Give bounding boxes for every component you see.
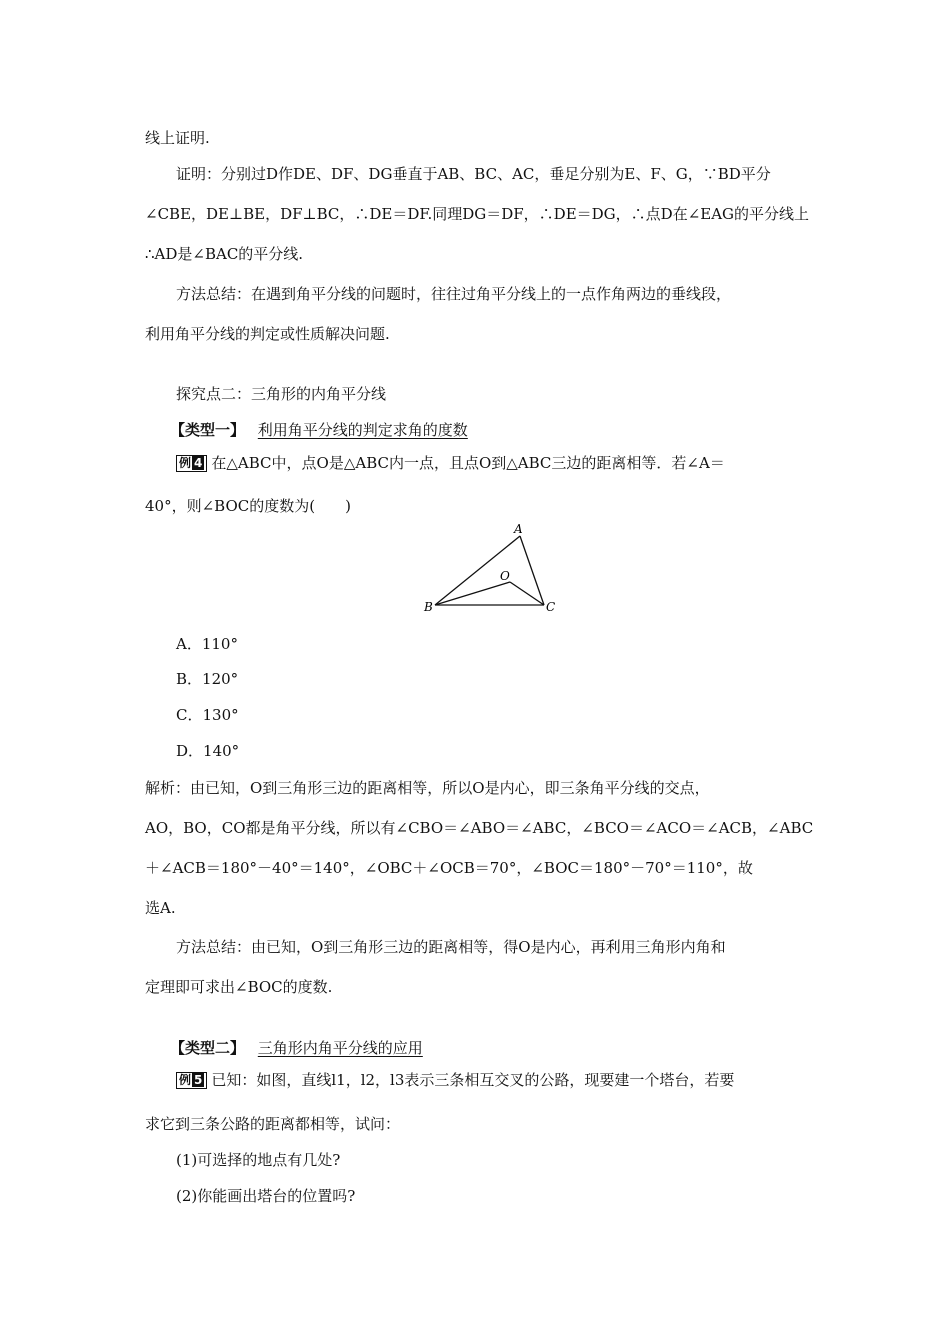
triangle-figure	[420, 522, 570, 618]
proof-line: ∴AD是∠BAC的平分线.	[145, 245, 304, 263]
vertex-label-a: A	[514, 522, 523, 536]
example4-text: 在△ABC中，点O是△ABC内一点，且点O到△ABC三边的距离相等．若∠A＝	[211, 454, 725, 472]
method-summary-line: 定理即可求出∠BOC的度数.	[145, 978, 333, 996]
proof-line: ∠CBE，DE⊥BE，DF⊥BC，∴DE＝DF.同理DG＝DF，∴DE＝DG，∴点D在∠EAG的平分线上	[145, 205, 810, 223]
type2-heading	[170, 1038, 423, 1058]
method-summary-line: 利用角平分线的判定或性质解决问题.	[145, 325, 390, 343]
example-badge: 例 5	[176, 1072, 207, 1089]
example5-line: 求它到三条公路的距离都相等，试问：	[145, 1115, 401, 1133]
type1-heading	[170, 420, 468, 440]
example4-line: 40°，则∠BOC的度数为( )	[145, 497, 351, 515]
type2-title: 三角形内角平分线的应用	[257, 1039, 423, 1057]
example-badge: 例 4	[176, 455, 207, 472]
vertex-label-c: C	[546, 600, 556, 614]
question-1: (1)可选择的地点有几处?	[176, 1151, 341, 1169]
method-summary-line: 方法总结：在遇到角平分线的问题时，往往过角平分线上的一点作角两边的垂线段，	[176, 285, 732, 303]
option-c: C．130°	[176, 706, 239, 724]
segment-co	[510, 582, 544, 605]
analysis-line: 解析：由已知，O到三角形三边的距离相等，所以O是内心，即三条角平分线的交点，	[145, 779, 710, 797]
analysis-line: ＋∠ACB＝180°－40°＝140°，∠OBC＋∠OCB＝70°，∠BOC＝180°－70°＝110°，故	[145, 859, 753, 877]
example5-text: 已知：如图，直线l1，l2，l3表示三条相互交叉的公路，现要建一个塔台，若要	[211, 1071, 735, 1089]
vertex-label-b: B	[424, 600, 433, 614]
type1-label: 【类型一】	[170, 421, 246, 439]
type2-label: 【类型二】	[170, 1039, 246, 1057]
text-line: 线上证明.	[145, 129, 210, 147]
question-2: (2)你能画出塔台的位置吗?	[176, 1187, 356, 1205]
method-summary-line: 方法总结：由已知，O到三角形三边的距离相等，得O是内心，再利用三角形内角和	[176, 938, 726, 956]
example4-line	[176, 453, 725, 473]
type1-title: 利用角平分线的判定求角的度数	[257, 421, 468, 439]
vertex-label-o: O	[500, 569, 510, 583]
side-ac	[520, 536, 544, 605]
option-b: B．120°	[176, 670, 239, 688]
option-d: D．140°	[176, 742, 240, 760]
segment-bo	[435, 582, 510, 605]
proof-line: 证明：分别过D作DE、DF、DG垂直于AB、BC、AC，垂足分别为E、F、G，∵BD平分	[176, 165, 771, 183]
analysis-line: AO，BO，CO都是角平分线，所以有∠CBO＝∠ABO＝∠ABC，∠BCO＝∠ACO＝∠ACB，∠ABC	[145, 819, 814, 837]
example5-line	[176, 1070, 734, 1090]
section-title: 探究点二：三角形的内角平分线	[176, 385, 387, 403]
option-a: A．110°	[176, 635, 238, 653]
analysis-line: 选A.	[145, 899, 176, 917]
